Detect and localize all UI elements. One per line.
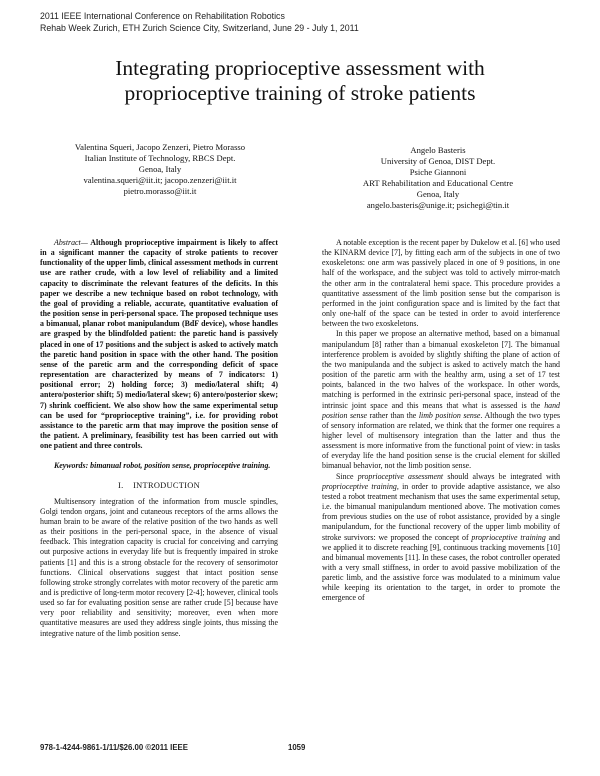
section-number: I. xyxy=(118,481,124,491)
city-right: Genoa, Italy xyxy=(416,189,460,199)
abstract-label: Abstract— xyxy=(54,238,88,247)
paper-title xyxy=(40,56,560,106)
conference-header xyxy=(40,10,359,34)
p3-text-a: Since xyxy=(336,471,358,481)
p3-text-c: , in order to provide adaptive assistance, we also tested a robot treatment mechanism that uses the same experimental setup, i.e. the bimanual manipulandum mentioned above. The motivation comes from previous studies on the use of robot assistance, provided by a single manipulandum, for the functional recovery of the upper limb mobility of stroke survivors: we proposed the concept of xyxy=(322,481,560,542)
p3-text-b: should always be integrated with xyxy=(443,471,561,481)
keywords xyxy=(40,461,278,471)
abstract-text: Although proprioceptive impairment is likely to affect in a significant manner the capacity of stroke patients to recover functionality of the upper limb, clinical assessment methods in current use are rather crude, with a low level of reliability and a limited capacity to discriminate the relevant features of the deficits. In this paper we describe a new technique based on robot technology, with the goal of providing a reliable, accurate, quantitative evaluation of the position sense in peri-personal space. The proposed technique uses a bimanual, planar robot manipulandum (BdF device), whose handles are grasped by the blindfolded patient: the paretic hand is passively placed in one of 17 positions and the subject is asked to actively match the paretic hand position in space with the other hand. The position sense of the paretic arm and the corresponding deficit of space representation are characterized by means of 7 indicators: 1) positional error; 2) holding force; 3) medio/lateral shift; 4) antero/posterior shift; 5) medio/lateral skew; 6) antero/posterior skew; 7) shrink coefficient. We also show how the same experimental setup can be used for “proprioceptive training”, i.e. for providing robot assistance to the paretic arm that may improve the position sense of the patient. A preliminary, feasibility test has been carried out with one patient and three controls. xyxy=(40,238,278,451)
author-name-right-2: Psiche Giannoni xyxy=(409,167,467,177)
affiliation-right-2: ART Rehabilitation and Educational Centre xyxy=(362,178,514,188)
conference-header-line-1: 2011 IEEE International Conference on Rehabilitation Robotics xyxy=(40,11,285,21)
p2-text-a: In this paper we propose an alternative method, based on a bimanual manipulandum [8] rather than a bimanual exoskeleton [7]. The bimanual interference problem is avoided by slightly shifting the plane of action of the two manipulanda and the subject is asked to actively match the hand position of the paretic arm with the healthy arm, using a set of 17 test points, balanced in the two halves of the workspace. In other words, matching is performed in the extrinsic peri-personal space, instead of the intrinsic joint space and this means that what is assessed is the xyxy=(322,329,560,410)
email-right: angelo.basteris@unige.it; psichegi@tin.it xyxy=(366,200,510,210)
p3-text-d: and we applied it to discrete reaching [9], continuous tracking movements [10] and bimanual movements [11]. In these cases, the robot controller operated with a very small stiffness, in order to avoid passive mobilization of the paretic limb, and the assistive force was modulated to a minimum value while keeping its orientation to the target, in order to promote the emergence of xyxy=(322,532,560,603)
affiliation-left: Italian Institute of Technology, RBCS Dept. xyxy=(84,153,236,163)
email-left-2: pietro.morasso@iit.it xyxy=(123,186,197,196)
page-number: 1059 xyxy=(288,743,306,752)
conference-header-line-2: Rehab Week Zurich, ETH Zurich Science City, Switzerland, June 29 - July 1, 2011 xyxy=(40,23,359,33)
p3-emphasis-assessment: proprioceptive assessment xyxy=(357,471,444,481)
right-paragraph-2 xyxy=(322,329,560,471)
author-block-left xyxy=(40,142,280,197)
section-title: INTRODUCTION xyxy=(133,481,200,491)
right-column xyxy=(322,238,560,604)
keywords-text: bimanual robot, position sense, proprioceptive training. xyxy=(88,461,271,471)
abstract xyxy=(40,238,278,451)
paper-title-line-2: proprioceptive training of stroke patients xyxy=(124,81,476,105)
intro-paragraph-1: Multisensory integration of the information from muscle spindles, Golgi tendon organs, joint and cutaneous receptors of the arms allows the human brain to be aware of the relative position of the two hands as well as their positions in the peri-personal space, in the absence of visual feedback. This integration capacity is crucial for conceiving and carrying out purposive actions in everyday life but is frequently impaired in stroke patients [1] and this is a strong obstacle for the recovery of sensorimotor functions. Clinical observations suggest that intact position sense following stroke strongly correlates with motor recovery of the paretic arm and is predictive of long-term motor recovery [2-4]; however, clinical tools used so far for evaluating position sense are rather crude [5] because have very poor reliability and sensitivity; moreover, even when more quantitative measures are used they address single joints, thus missing the integrative nature of the limb position sense. xyxy=(40,496,278,638)
email-left-1: valentina.squeri@iit.it; jacopo.zenzeri@iit.it xyxy=(83,175,237,185)
p2-emphasis-limb-position-sense: limb position sense xyxy=(418,410,481,420)
section-heading xyxy=(40,481,278,491)
p2-emphasis-hand-position-sense: hand position sense xyxy=(322,400,560,420)
footer-isbn: 978-1-4244-9861-1/11/$26.00 ©2011 IEEE xyxy=(40,743,188,752)
paper-title-line-1: Integrating proprioceptive assessment with xyxy=(115,56,485,80)
city-left: Genoa, Italy xyxy=(138,164,182,174)
author-block-right xyxy=(316,145,560,211)
p2-text-c: . Although the two types of sensory information are related, we think that the former one requires a higher level of multisensory integration than the latter and thus the assessment is more informative from the functional point of view: in tasks of everyday life the hand position sense is the crucial element for skilled bimanual behavior, not the limb position sense. xyxy=(322,410,561,471)
p3-emphasis-training-2: proprioceptive training xyxy=(471,532,546,542)
left-column xyxy=(40,238,278,639)
p2-text-b: rather than the xyxy=(367,410,419,420)
right-paragraph-1: A notable exception is the recent paper by Dukelow et al. [6] who used the KINARM device [7], by fitting each arm of the subjects in one of two exoskeletons: one arm was passively placed in one of 9 positions, in one half of the workspace, and the subject was told to actively mirror-match the other arm in the contralateral hemi space. This procedure provides a quantitative assessment of the limb position sense but the comparison is performed in the joint configuration space and is limited by the fact that only one-half of the space can be tested in order to avoid interference between the two exoskeletons. xyxy=(322,238,560,329)
affiliation-right-1: University of Genoa, DIST Dept. xyxy=(380,156,496,166)
author-name-right-1: Angelo Basteris xyxy=(410,145,466,155)
p3-emphasis-training: proprioceptive training xyxy=(322,481,397,491)
right-paragraph-3 xyxy=(322,472,560,604)
author-names-left: Valentina Squeri, Jacopo Zenzeri, Pietro Morasso xyxy=(74,142,246,152)
keywords-label: Keywords: xyxy=(54,461,89,471)
